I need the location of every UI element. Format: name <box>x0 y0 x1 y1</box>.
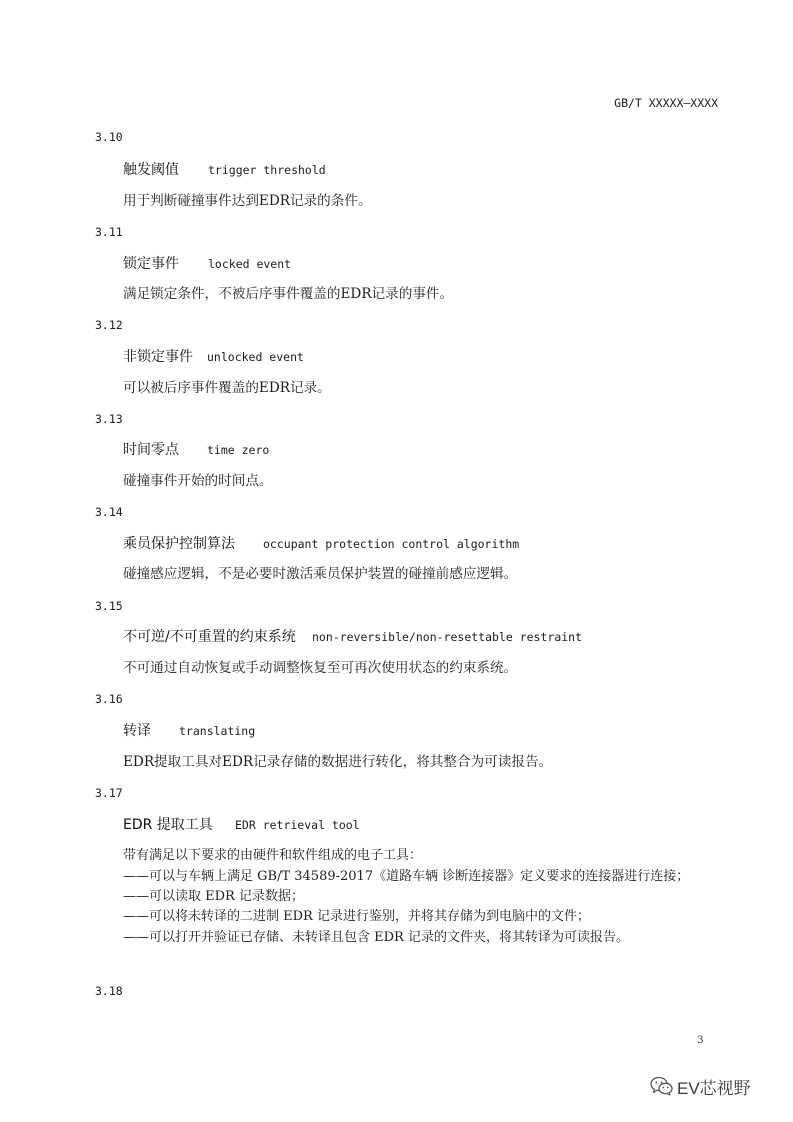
definition-line: ——可以将未转译的二进制 EDR 记录进行鉴别，并将其存储为到电脑中的文件； <box>123 909 590 924</box>
term-row <box>0 160 793 180</box>
term-row <box>0 627 793 647</box>
page-number: 3 <box>697 1034 704 1046</box>
term-row <box>0 815 793 835</box>
watermark-text: EV芯视野 <box>677 1078 751 1098</box>
clause-number: 3.15 <box>95 599 123 613</box>
term-english: locked event <box>208 257 292 271</box>
term-english: translating <box>179 724 256 738</box>
term-chinese: 不可逆/不可重置的约束系统 <box>123 629 296 645</box>
wechat-icon <box>650 1076 673 1096</box>
clause-number: 3.12 <box>95 318 123 332</box>
clause-number: 3.16 <box>95 692 123 706</box>
term-chinese: 非锁定事件 <box>123 349 193 365</box>
definition-line: ——可以打开并验证已存储、未转译且包含 EDR 记录的文件夹，将其转译为可读报告。 <box>123 930 629 945</box>
definition-line: 带有满足以下要求的由硬件和软件组成的电子工具： <box>123 848 423 863</box>
definition-line: ——可以与车辆上满足 GB/T 34589-2017《道路车辆 诊断连接器》定义要求的连接器进行连接； <box>123 869 690 884</box>
term-english: occupant protection control algorithm <box>263 537 520 551</box>
term-chinese: EDR 提取工具 <box>123 817 213 833</box>
clause-number: 3.11 <box>95 225 123 239</box>
term-row <box>0 721 793 741</box>
term-chinese: 时间零点 <box>123 442 179 458</box>
definition: 满足锁定条件，不被后序事件覆盖的EDR记录的事件。 <box>123 286 454 302</box>
definition: 碰撞事件开始的时间点。 <box>123 473 273 489</box>
term-row <box>0 347 793 367</box>
term-english: EDR retrieval tool <box>235 818 360 832</box>
definition: EDR提取工具对EDR记录存储的数据进行转化，将其整合为可读报告。 <box>123 754 553 770</box>
term-english: unlocked event <box>207 350 304 364</box>
term-chinese: 转译 <box>123 723 151 739</box>
term-chinese: 触发阈值 <box>123 162 179 178</box>
definition: 碰撞感应逻辑，不是必要时激活乘员保护装置的碰撞前感应逻辑。 <box>123 566 518 582</box>
term-chinese: 锁定事件 <box>123 256 179 272</box>
definition: 可以被后序事件覆盖的EDR记录。 <box>123 380 331 396</box>
term-chinese: 乘员保护控制算法 <box>123 536 235 552</box>
clause-number: 3.18 <box>95 984 123 998</box>
term-english: trigger threshold <box>208 163 326 177</box>
term-english: non-reversible/non-resettable restraint <box>312 630 583 644</box>
definition-line: ——可以读取 EDR 记录数据； <box>123 889 304 904</box>
clause-number: 3.10 <box>95 130 123 144</box>
watermark <box>650 1074 775 1098</box>
clause-number: 3.13 <box>95 412 123 426</box>
clause-number: 3.14 <box>95 505 123 519</box>
term-english: time zero <box>207 443 270 457</box>
definition: 不可通过自动恢复或手动调整恢复至可再次使用状态的约束系统。 <box>123 660 518 676</box>
term-row <box>0 254 793 274</box>
term-row <box>0 440 793 460</box>
clause-number: 3.17 <box>95 786 123 800</box>
header-standard-code: GB/T XXXXX—XXXX <box>614 96 718 110</box>
definition: 用于判断碰撞事件达到EDR记录的条件。 <box>123 193 372 209</box>
term-row <box>0 534 793 554</box>
